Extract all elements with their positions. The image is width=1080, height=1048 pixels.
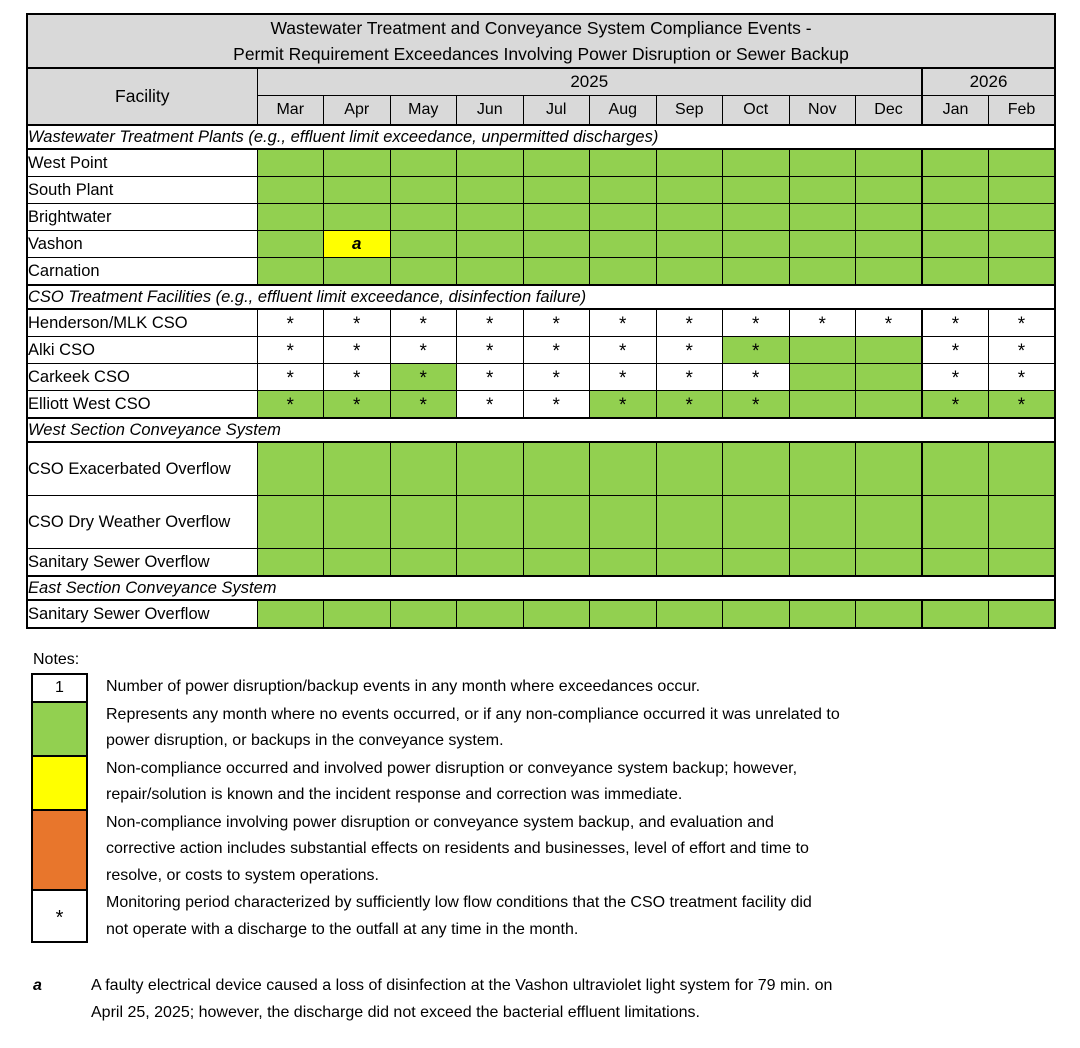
status-cell-apr: [324, 600, 391, 628]
low-flow-asterisk: *: [353, 341, 361, 362]
low-flow-asterisk: *: [552, 395, 560, 416]
status-cell-jun: [457, 149, 524, 177]
table-row: [27, 204, 1055, 231]
status-cell-mar: [257, 442, 324, 496]
low-flow-asterisk: *: [419, 314, 427, 335]
status-cell-jun: [457, 442, 524, 496]
status-cell-jan: [922, 149, 989, 177]
legend-description-line: Monitoring period characterized by sufficiently low flow conditions that the CSO treatment facility did: [106, 894, 812, 911]
legend-row: [31, 809, 1051, 890]
status-cell-mar: [257, 149, 324, 177]
legend-description-line: corrective action includes substantial effects on residents and businesses, level of effort and time to: [106, 840, 809, 857]
status-cell-jun: [457, 364, 524, 391]
status-cell-dec: [856, 309, 923, 337]
table-body: [27, 125, 1055, 628]
footnote-line: April 25, 2025; however, the discharge did not exceed the bacterial effluent limitations.: [91, 1004, 700, 1021]
status-cell-apr: [324, 391, 391, 419]
year-group-header: 2026: [922, 68, 1055, 96]
status-cell-jul: [523, 204, 590, 231]
table-title-line-2: Permit Requirement Exceedances Involving Power Disruption or Sewer Backup: [233, 44, 849, 64]
low-flow-asterisk: *: [486, 341, 494, 362]
facility-name-cell: Sanitary Sewer Overflow: [27, 600, 257, 628]
status-cell-nov: [789, 149, 856, 177]
legend-row: [31, 889, 1051, 943]
legend-description: [88, 755, 1051, 809]
low-flow-asterisk: *: [752, 314, 760, 335]
table-header: [27, 14, 1055, 125]
facility-name-cell: South Plant: [27, 177, 257, 204]
status-cell-oct: [723, 177, 790, 204]
status-cell-oct: [723, 549, 790, 577]
status-cell-apr: [324, 258, 391, 286]
table-row: [27, 258, 1055, 286]
status-cell-jan: [922, 364, 989, 391]
status-cell-jun: [457, 177, 524, 204]
status-cell-jan: [922, 177, 989, 204]
facility-name-cell: Henderson/MLK CSO: [27, 309, 257, 337]
status-cell-may: [390, 204, 457, 231]
section-header-row: [27, 125, 1055, 149]
status-cell-nov: [789, 391, 856, 419]
status-cell-may: [390, 496, 457, 549]
status-cell-apr: [324, 364, 391, 391]
status-cell-jul: [523, 496, 590, 549]
status-cell-jun: [457, 496, 524, 549]
status-cell-mar: [257, 337, 324, 364]
footnote-text: [91, 972, 1043, 1026]
footnote-marker: a: [33, 977, 42, 994]
status-cell-aug: [590, 231, 657, 258]
status-cell-mar: [257, 231, 324, 258]
status-cell-dec: [856, 177, 923, 204]
status-cell-sep: [656, 600, 723, 628]
status-cell-jan: [922, 309, 989, 337]
legend-swatch-white: [31, 889, 88, 943]
legend-description: [88, 889, 1051, 943]
status-cell-feb: [989, 177, 1056, 204]
facility-name-cell: Sanitary Sewer Overflow: [27, 549, 257, 577]
status-cell-oct: [723, 442, 790, 496]
facility-column-header: Facility: [27, 68, 257, 125]
status-cell-apr: [324, 149, 391, 177]
month-header-aug: Aug: [590, 96, 657, 126]
compliance-matrix-container: [26, 13, 1054, 629]
status-cell-jan: [922, 204, 989, 231]
status-cell-feb: [989, 442, 1056, 496]
low-flow-asterisk: *: [685, 314, 693, 335]
legend-description: [88, 673, 1051, 701]
status-cell-jan: [922, 600, 989, 628]
status-cell-nov: [789, 496, 856, 549]
low-flow-asterisk: *: [685, 395, 693, 416]
low-flow-asterisk: *: [752, 368, 760, 389]
status-cell-feb: [989, 337, 1056, 364]
status-cell-jun: [457, 231, 524, 258]
status-cell-oct: [723, 204, 790, 231]
section-header-row: [27, 576, 1055, 600]
low-flow-asterisk: *: [619, 314, 627, 335]
status-cell-may: [390, 549, 457, 577]
legend-swatch-green: [31, 701, 88, 755]
low-flow-asterisk: *: [685, 341, 693, 362]
table-row: [27, 177, 1055, 204]
legend-description-line: resolve, or costs to system operations.: [106, 866, 379, 884]
table-row: [27, 391, 1055, 419]
status-cell-feb: [989, 231, 1056, 258]
status-cell-sep: [656, 309, 723, 337]
status-cell-may: [390, 337, 457, 364]
status-cell-dec: [856, 442, 923, 496]
status-cell-aug: [590, 204, 657, 231]
status-cell-aug: [590, 258, 657, 286]
section-header-row: [27, 285, 1055, 309]
status-cell-aug: [590, 364, 657, 391]
status-cell-dec: [856, 149, 923, 177]
status-cell-sep: [656, 391, 723, 419]
month-header-oct: Oct: [723, 96, 790, 126]
status-cell-apr: [324, 177, 391, 204]
status-cell-nov: [789, 258, 856, 286]
status-cell-feb: [989, 391, 1056, 419]
table-row: [27, 309, 1055, 337]
status-cell-sep: [656, 231, 723, 258]
low-flow-asterisk: *: [619, 368, 627, 389]
status-cell-dec: [856, 549, 923, 577]
table-title-line-1: Wastewater Treatment and Conveyance System Compliance Events -: [270, 18, 812, 38]
facility-name-cell: Carkeek CSO: [27, 364, 257, 391]
notes-label: Notes:: [33, 651, 80, 668]
low-flow-asterisk: *: [1017, 395, 1026, 416]
status-cell-nov: [789, 177, 856, 204]
legend-description-line: Non-compliance occurred and involved power disruption or conveyance system backup; however,: [106, 759, 798, 777]
month-header-feb: Feb: [989, 96, 1056, 126]
status-cell-feb: [989, 149, 1056, 177]
facility-name-cell: CSO Exacerbated Overflow: [27, 442, 257, 496]
status-cell-jul: [523, 600, 590, 628]
low-flow-asterisk: *: [619, 341, 627, 362]
status-cell-sep: [656, 364, 723, 391]
status-cell-feb: [989, 204, 1056, 231]
status-cell-mar: [257, 204, 324, 231]
status-cell-dec: [856, 258, 923, 286]
status-cell-may: [390, 442, 457, 496]
status-cell-oct: [723, 600, 790, 628]
legend-swatch-yellow: [31, 755, 88, 809]
status-cell-jun: [457, 309, 524, 337]
table-row: [27, 442, 1055, 496]
legend-description: [88, 809, 1051, 890]
low-flow-asterisk: *: [486, 395, 494, 416]
legend-swatch-label: 1: [55, 678, 64, 696]
section-heading: East Section Conveyance System: [27, 576, 1055, 600]
status-cell-may: [390, 309, 457, 337]
status-cell-nov: [789, 442, 856, 496]
legend-description-line: power disruption, or backups in the conveyance system.: [106, 732, 504, 749]
low-flow-asterisk: *: [419, 368, 427, 389]
legend-description-line: Non-compliance involving power disruption or conveyance system backup, and evaluation and: [106, 813, 774, 831]
facility-name-cell: Elliott West CSO: [27, 391, 257, 419]
status-cell-apr: [324, 442, 391, 496]
status-cell-nov: [789, 309, 856, 337]
status-cell-apr: [324, 309, 391, 337]
low-flow-asterisk: *: [419, 341, 427, 362]
status-cell-apr: [324, 231, 391, 258]
status-cell-sep: [656, 149, 723, 177]
status-cell-aug: [590, 149, 657, 177]
status-cell-sep: [656, 549, 723, 577]
status-cell-jun: [457, 391, 524, 419]
status-cell-jan: [922, 442, 989, 496]
status-cell-jul: [523, 549, 590, 577]
month-header-jan: Jan: [922, 96, 989, 126]
status-cell-feb: [989, 600, 1056, 628]
low-flow-asterisk: *: [818, 314, 826, 335]
footnote-a: [33, 972, 1043, 1026]
status-cell-oct: [723, 364, 790, 391]
status-cell-may: [390, 364, 457, 391]
status-cell-jan: [922, 496, 989, 549]
status-cell-apr: [324, 337, 391, 364]
status-cell-oct: [723, 231, 790, 258]
footnote-line: A faulty electrical device caused a loss of disinfection at the Vashon ultraviolet light system for 79 min. on: [91, 977, 833, 994]
section-header-row: [27, 418, 1055, 442]
status-cell-jun: [457, 337, 524, 364]
low-flow-asterisk: *: [286, 341, 294, 362]
legend-row: [31, 673, 1051, 701]
section-heading: CSO Treatment Facilities (e.g., effluent limit exceedance, disinfection failure): [27, 285, 1055, 309]
low-flow-asterisk: *: [1017, 368, 1026, 389]
title-row: [27, 14, 1055, 68]
low-flow-asterisk: *: [884, 314, 893, 335]
low-flow-asterisk: *: [353, 314, 361, 335]
status-cell-may: [390, 258, 457, 286]
status-cell-jul: [523, 391, 590, 419]
status-cell-aug: [590, 337, 657, 364]
status-cell-mar: [257, 549, 324, 577]
status-cell-mar: [257, 391, 324, 419]
low-flow-asterisk: *: [286, 395, 294, 416]
low-flow-asterisk: *: [286, 368, 294, 389]
status-cell-jul: [523, 364, 590, 391]
status-cell-jul: [523, 258, 590, 286]
status-cell-feb: [989, 309, 1056, 337]
low-flow-asterisk: *: [486, 314, 494, 335]
year-group-row: [27, 68, 1055, 96]
status-cell-jul: [523, 177, 590, 204]
status-cell-dec: [856, 496, 923, 549]
legend-swatch-label: *: [55, 906, 64, 929]
status-cell-nov: [789, 600, 856, 628]
status-cell-aug: [590, 177, 657, 204]
status-cell-may: [390, 231, 457, 258]
compliance-events-table: [26, 13, 1056, 629]
status-cell-sep: [656, 496, 723, 549]
status-cell-nov: [789, 337, 856, 364]
status-cell-may: [390, 391, 457, 419]
status-cell-aug: [590, 549, 657, 577]
status-cell-jun: [457, 549, 524, 577]
status-cell-apr: [324, 496, 391, 549]
status-cell-aug: [590, 442, 657, 496]
low-flow-asterisk: *: [353, 368, 361, 389]
low-flow-asterisk: *: [419, 395, 427, 416]
low-flow-asterisk: *: [552, 368, 560, 389]
status-cell-aug: [590, 391, 657, 419]
status-cell-dec: [856, 337, 923, 364]
status-cell-sep: [656, 204, 723, 231]
status-cell-mar: [257, 496, 324, 549]
low-flow-asterisk: *: [353, 395, 361, 416]
status-cell-mar: [257, 309, 324, 337]
legend-description-line: repair/solution is known and the incident response and correction was immediate.: [106, 786, 683, 803]
status-cell-feb: [989, 364, 1056, 391]
legend-swatch-white: [31, 673, 88, 701]
status-cell-oct: [723, 309, 790, 337]
legend-description-line: Number of power disruption/backup events in any month where exceedances occur.: [106, 678, 701, 695]
low-flow-asterisk: *: [552, 314, 560, 335]
status-cell-jun: [457, 600, 524, 628]
status-cell-nov: [789, 231, 856, 258]
low-flow-asterisk: *: [1017, 314, 1026, 335]
status-cell-apr: [324, 549, 391, 577]
status-cell-sep: [656, 337, 723, 364]
status-cell-dec: [856, 391, 923, 419]
low-flow-asterisk: *: [619, 395, 627, 416]
status-cell-mar: [257, 600, 324, 628]
status-cell-mar: [257, 364, 324, 391]
table-title: [27, 14, 1055, 68]
status-cell-jan: [922, 549, 989, 577]
status-cell-jun: [457, 258, 524, 286]
status-cell-jul: [523, 231, 590, 258]
table-row: [27, 149, 1055, 177]
year-group-header: 2025: [257, 68, 922, 96]
low-flow-asterisk: *: [1017, 341, 1026, 362]
low-flow-asterisk: *: [286, 314, 294, 335]
legend-description: [88, 701, 1051, 755]
status-cell-feb: [989, 549, 1056, 577]
status-cell-apr: [324, 204, 391, 231]
status-cell-oct: [723, 149, 790, 177]
status-cell-sep: [656, 258, 723, 286]
month-header-sep: Sep: [656, 96, 723, 126]
facility-name-cell: CSO Dry Weather Overflow: [27, 496, 257, 549]
low-flow-asterisk: *: [552, 341, 560, 362]
status-cell-jul: [523, 337, 590, 364]
status-cell-feb: [989, 258, 1056, 286]
status-cell-aug: [590, 600, 657, 628]
table-row: [27, 600, 1055, 628]
status-cell-jul: [523, 309, 590, 337]
status-cell-may: [390, 600, 457, 628]
table-row: [27, 496, 1055, 549]
legend-row: [31, 755, 1051, 809]
status-cell-sep: [656, 442, 723, 496]
status-cell-feb: [989, 496, 1056, 549]
table-row: [27, 231, 1055, 258]
legend-swatch-orange: [31, 809, 88, 890]
legend-description-line: not operate with a discharge to the outfall at any time in the month.: [106, 920, 579, 938]
footnote-ref-a: a: [352, 234, 362, 253]
facility-name-cell: Vashon: [27, 231, 257, 258]
table-row: [27, 549, 1055, 577]
low-flow-asterisk: *: [951, 341, 960, 362]
status-cell-oct: [723, 337, 790, 364]
low-flow-asterisk: *: [951, 368, 960, 389]
facility-name-cell: West Point: [27, 149, 257, 177]
month-header-mar: Mar: [257, 96, 324, 126]
facility-name-cell: Carnation: [27, 258, 257, 286]
status-cell-oct: [723, 391, 790, 419]
low-flow-asterisk: *: [752, 395, 760, 416]
month-header-may: May: [390, 96, 457, 126]
month-header-jun: Jun: [457, 96, 524, 126]
status-cell-jun: [457, 204, 524, 231]
section-heading: Wastewater Treatment Plants (e.g., effluent limit exceedance, unpermitted discharges): [27, 125, 1055, 149]
status-cell-mar: [257, 177, 324, 204]
status-cell-jan: [922, 258, 989, 286]
status-cell-oct: [723, 496, 790, 549]
status-cell-aug: [590, 496, 657, 549]
status-cell-jan: [922, 231, 989, 258]
status-cell-jul: [523, 442, 590, 496]
legend-row: [31, 701, 1051, 755]
status-cell-sep: [656, 177, 723, 204]
month-header-dec: Dec: [856, 96, 923, 126]
status-cell-jul: [523, 149, 590, 177]
facility-name-cell: Alki CSO: [27, 337, 257, 364]
status-cell-jan: [922, 391, 989, 419]
status-cell-may: [390, 149, 457, 177]
low-flow-asterisk: *: [951, 395, 960, 416]
facility-name-cell: Brightwater: [27, 204, 257, 231]
status-cell-nov: [789, 204, 856, 231]
status-cell-may: [390, 177, 457, 204]
status-cell-aug: [590, 309, 657, 337]
legend-description-line: Represents any month where no events occurred, or if any non-compliance occurred it was unrelated to: [106, 705, 840, 723]
status-cell-nov: [789, 549, 856, 577]
low-flow-asterisk: *: [486, 368, 494, 389]
low-flow-asterisk: *: [951, 314, 960, 335]
month-header-nov: Nov: [789, 96, 856, 126]
status-cell-oct: [723, 258, 790, 286]
legend: [31, 673, 1051, 943]
low-flow-asterisk: *: [685, 368, 693, 389]
status-cell-dec: [856, 364, 923, 391]
month-header-apr: Apr: [324, 96, 391, 126]
status-cell-jan: [922, 337, 989, 364]
table-row: [27, 337, 1055, 364]
status-cell-dec: [856, 600, 923, 628]
status-cell-mar: [257, 258, 324, 286]
low-flow-asterisk: *: [752, 341, 760, 362]
table-row: [27, 364, 1055, 391]
status-cell-nov: [789, 364, 856, 391]
status-cell-dec: [856, 231, 923, 258]
status-cell-dec: [856, 204, 923, 231]
section-heading: West Section Conveyance System: [27, 418, 1055, 442]
month-header-jul: Jul: [523, 96, 590, 126]
